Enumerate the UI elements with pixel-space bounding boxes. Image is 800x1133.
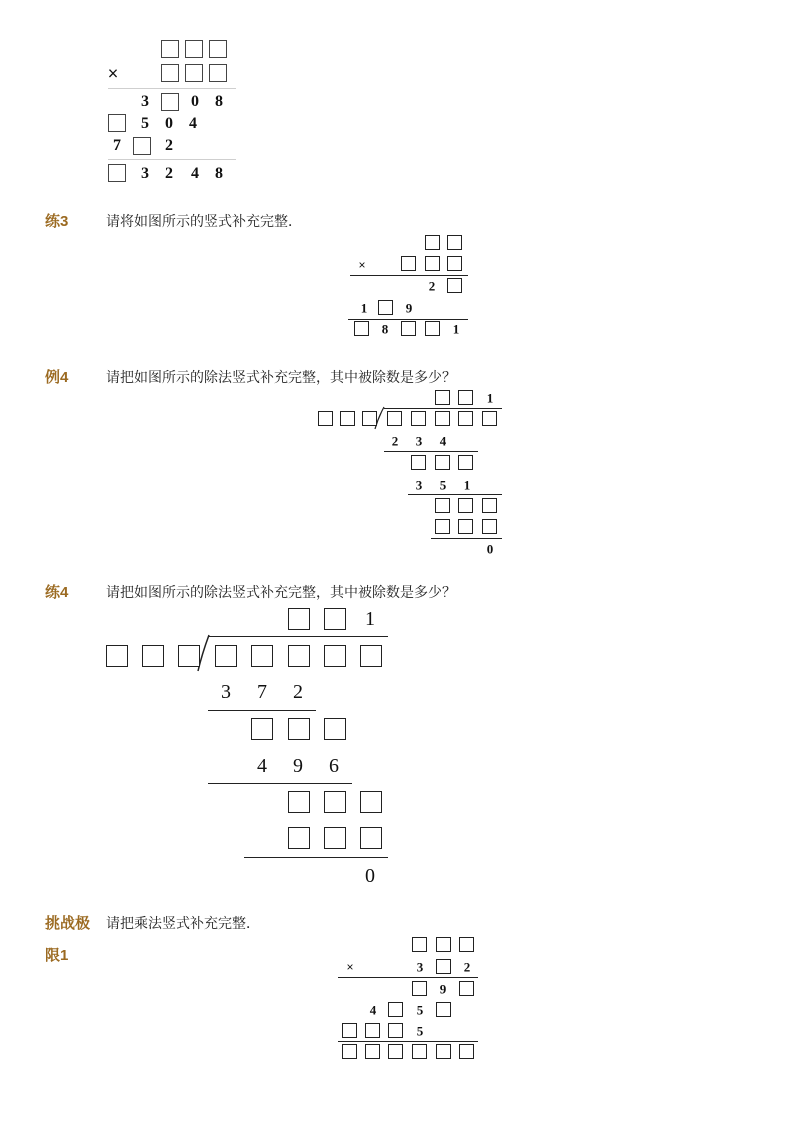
times-sign: × [346,960,354,974]
times-sign: × [107,63,119,84]
blank-box [458,455,473,470]
digit: 8 [215,93,223,110]
digit: 1 [463,477,471,493]
rule-line [408,494,502,495]
blank-box [133,137,151,155]
blank-box [360,791,382,813]
digit: 9 [293,755,303,777]
digit: 3 [221,681,231,703]
digit: 3 [415,477,423,493]
blank-box [185,64,203,82]
challenge-prompt: 请把乘法竖式补充完整． [106,915,260,931]
digit: 1 [452,321,460,337]
blank-box [185,40,203,58]
blank-box [324,791,346,813]
digit: 1 [486,390,494,406]
rule-line [208,783,352,784]
blank-box [106,645,128,667]
challenge-label: 挑战极 [45,915,91,932]
digit: 2 [463,959,471,975]
blank-box [412,981,427,996]
blank-box [365,1023,380,1038]
digit: 0 [486,541,494,557]
blank-box [482,519,497,534]
rule-line [108,88,236,89]
division-bar [384,408,502,409]
digit: 9 [405,300,413,316]
digit: 1 [365,608,375,630]
blank-box [161,40,179,58]
blank-box [362,411,377,426]
blank-box [459,981,474,996]
rule-line [338,1041,478,1042]
digit: 8 [215,165,223,182]
blank-box [425,235,440,250]
example-prompt: 请把如图所示的除法竖式补充完整，其中被除数是多少？ [106,369,456,385]
blank-box [324,645,346,667]
blank-box [412,1044,427,1059]
digit: 2 [165,137,173,154]
blank-box [324,827,346,849]
blank-box [360,645,382,667]
rule-line [108,159,236,160]
blank-box [108,114,126,132]
digit: 2 [391,433,399,449]
digit: 2 [428,278,436,294]
blank-box [435,390,450,405]
blank-box [388,1002,403,1017]
blank-box [215,645,237,667]
rule-line [384,451,478,452]
digit: 8 [381,321,389,337]
blank-box [482,498,497,513]
blank-box [340,411,355,426]
digit: 1 [360,300,368,316]
blank-box [288,645,310,667]
blank-box [365,1044,380,1059]
digit: 3 [141,93,149,110]
digit: 3 [416,959,424,975]
blank-box [447,278,462,293]
blank-box [318,411,333,426]
blank-box [435,498,450,513]
digit: 4 [439,433,447,449]
blank-box [435,411,450,426]
blank-box [459,937,474,952]
blank-box [387,411,402,426]
digit: 4 [257,755,267,777]
blank-box [401,256,416,271]
digit: 2 [293,681,303,703]
blank-box [342,1044,357,1059]
challenge-label: 限1 [45,947,69,964]
blank-box [436,1002,451,1017]
blank-box [447,235,462,250]
blank-box [209,64,227,82]
blank-box [288,718,310,740]
blank-box [435,455,450,470]
exercise-label: 练4 [45,584,69,601]
digit: 5 [439,477,447,493]
blank-box [324,608,346,630]
blank-box [425,256,440,271]
digit: 3 [141,165,149,182]
digit: 3 [415,433,423,449]
blank-box [436,937,451,952]
rule-line [244,857,388,858]
exercise-prompt: 请把如图所示的除法竖式补充完整，其中被除数是多少？ [106,584,456,600]
blank-box [436,1044,451,1059]
blank-box [435,519,450,534]
blank-box [161,64,179,82]
digit: 7 [257,681,267,703]
blank-box [412,937,427,952]
digit: 6 [329,755,339,777]
digit: 5 [141,115,149,132]
blank-box [458,411,473,426]
blank-box [388,1023,403,1038]
blank-box [288,608,310,630]
blank-box [251,718,273,740]
blank-box [459,1044,474,1059]
blank-box [411,455,426,470]
blank-box [360,827,382,849]
blank-box [288,791,310,813]
blank-box [458,519,473,534]
blank-box [447,256,462,271]
rule-line [350,275,468,276]
digit: 2 [165,165,173,182]
blank-box [425,321,440,336]
blank-box [161,93,179,111]
blank-box [388,1044,403,1059]
digit: 4 [191,165,199,182]
blank-box [209,40,227,58]
times-sign: × [358,258,366,272]
blank-box [401,321,416,336]
digit: 4 [369,1002,377,1018]
blank-box [324,718,346,740]
digit: 5 [416,1002,424,1018]
digit: 9 [439,981,447,997]
rule-line [338,977,478,978]
blank-box [251,645,273,667]
digit: 0 [365,865,375,887]
example-label: 例4 [45,369,69,386]
blank-box [458,390,473,405]
rule-line [208,710,316,711]
blank-box [108,164,126,182]
exercise-prompt: 请将如图所示的竖式补充完整． [106,213,302,229]
digit: 0 [191,93,199,110]
blank-box [458,498,473,513]
digit: 7 [113,137,121,154]
digit: 4 [189,115,197,132]
digit: 0 [165,115,173,132]
exercise-label: 练3 [45,213,69,230]
blank-box [354,321,369,336]
rule-line [431,538,502,539]
blank-box [378,300,393,315]
blank-box [411,411,426,426]
rule-line [348,319,468,320]
blank-box [178,645,200,667]
digit: 5 [416,1023,424,1039]
division-bar [208,636,388,637]
blank-box [288,827,310,849]
blank-box [482,411,497,426]
blank-box [342,1023,357,1038]
blank-box [436,959,451,974]
blank-box [142,645,164,667]
